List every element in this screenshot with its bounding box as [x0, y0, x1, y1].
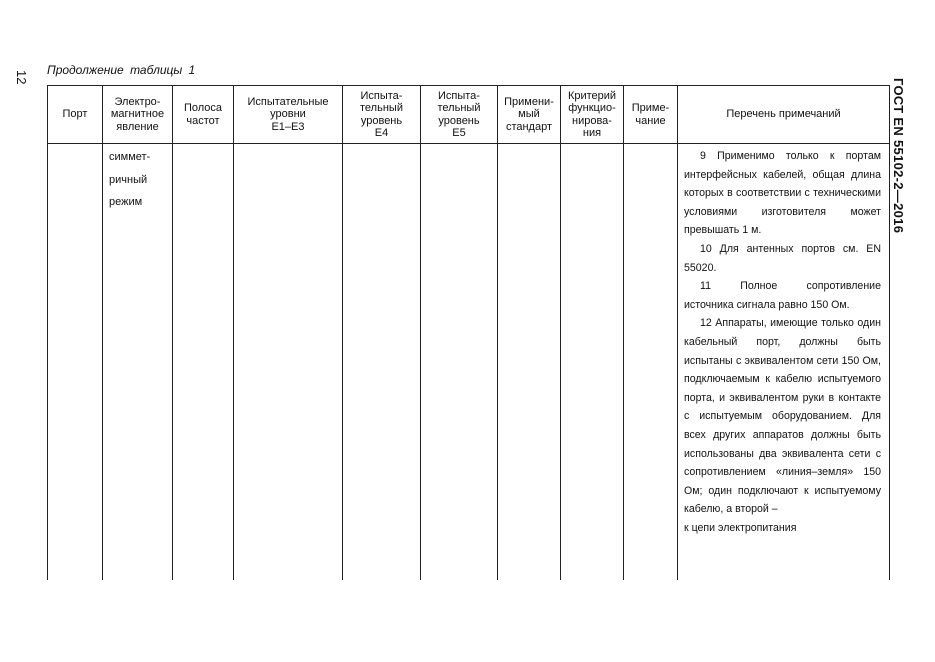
note-12-continuation: к цепи электропитания: [684, 521, 797, 534]
column-border: [420, 85, 421, 580]
page-number: 12: [14, 70, 29, 85]
header-level-e5: Испыта- тельный уровень Е5: [437, 89, 481, 139]
phenomenon-line: симмет-: [109, 151, 151, 163]
header-levels-e1-e3: Испытательные уровни Е1–Е3: [247, 95, 329, 133]
column-border: [560, 85, 561, 580]
notes-cell: [684, 147, 881, 537]
header-performance-criterion: Критерий функцио- нирова- ния: [567, 89, 617, 139]
header-note: Приме- чание: [631, 102, 670, 127]
column-border: [677, 85, 678, 580]
column-border: [172, 85, 173, 580]
column-border: [623, 85, 624, 580]
header-port: Порт: [62, 108, 88, 121]
column-border: [233, 85, 234, 580]
note-12: 12 Аппараты, имеющие только один кабельный порт, должны быть испытаны с эквивалентом сети 150 Ом, подключаемым к кабелю испытуемого порта, и эквивалентом руки в контакте с испытуемым оборудованием. Для всех других аппаратов должны быть использованы два эквивалента сети с сопротивлением «линия–земля» 150 Ом; один подключают к испытуемому кабелю, а второй –: [684, 317, 881, 516]
header-applicable-standard: Примени- мый стандарт: [504, 95, 554, 133]
header-notes-list: Перечень примечаний: [726, 108, 841, 121]
note-9: 9 Применимо только к портам интерфейсных кабелей, общая длина которых в соответствии с техническими условиями изготовителя может превышать 1 м.: [684, 150, 881, 237]
phenomenon-cell: [109, 146, 171, 214]
document-code: ГОСТ EN 55102-2—2016: [891, 78, 906, 234]
note-10: 10 Для антенных портов см. EN 55020.: [684, 242, 881, 274]
column-border: [102, 85, 103, 580]
column-border: [47, 85, 48, 580]
header-level-e4: Испыта- тельный уровень Е4: [360, 89, 403, 139]
phenomenon-line: режим: [109, 196, 143, 208]
header-frequency-band: Полоса частот: [183, 102, 223, 127]
note-11: 11 Полное сопротивление источника сигнала равно 150 Ом.: [684, 280, 881, 311]
column-border: [889, 85, 890, 580]
table-caption: Продолжение таблицы 1: [47, 63, 196, 77]
column-border: [497, 85, 498, 580]
header-bottom-border: [47, 143, 890, 144]
phenomenon-line: ричный: [109, 173, 148, 186]
column-border: [342, 85, 343, 580]
header-phenomenon: Электро- магнитное явление: [110, 95, 165, 133]
